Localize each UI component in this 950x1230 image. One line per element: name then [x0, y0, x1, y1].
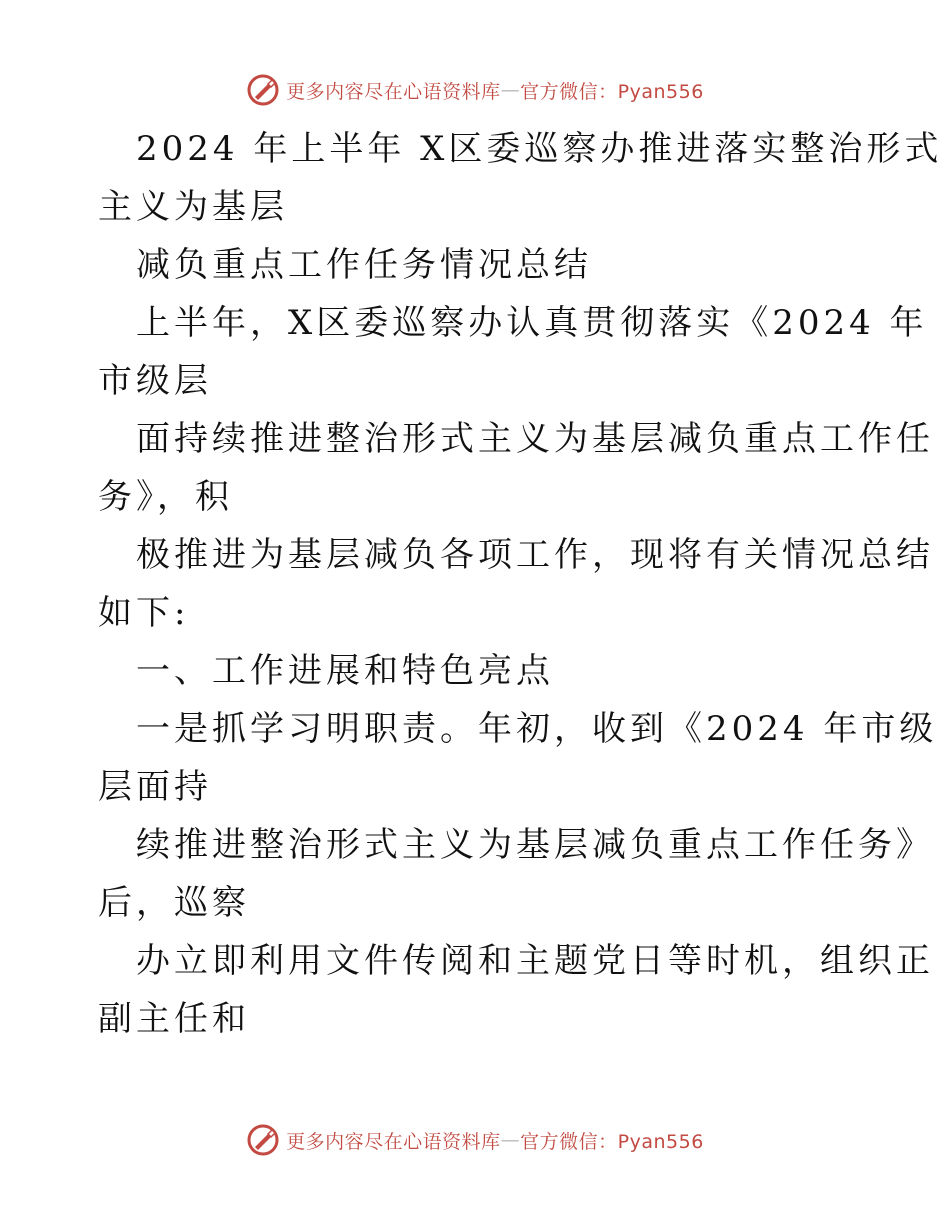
- paragraph-line: 市级层: [98, 361, 212, 401]
- paragraph-line: 层面持: [98, 767, 212, 807]
- paragraph-line: 续推进整治形式主义为基层减负重点工作任务》: [136, 825, 934, 865]
- title-line-1: 2024 年上半年 X区委巡察办推进落实整治形式: [136, 129, 943, 169]
- paragraph-line: 副主任和: [98, 999, 250, 1039]
- banner-text: 更多内容尽在心语资料库: [286, 1130, 501, 1153]
- banner-text: 更多内容尽在心语资料库: [286, 80, 501, 103]
- pen-circle-logo-icon: [246, 73, 280, 107]
- paragraph-line: 务》，积: [98, 477, 233, 517]
- paragraph-line: 上半年，X区委巡察办认真贯彻落实《2024 年: [136, 303, 928, 343]
- banner-dash: —: [500, 79, 521, 101]
- paragraph-line: 极推进为基层减负各项工作，现将有关情况总结: [136, 535, 934, 575]
- paragraph-line: 后，巡察: [98, 883, 250, 923]
- banner-dash: —: [500, 1129, 521, 1151]
- title-line-3: 减负重点工作任务情况总结: [136, 245, 592, 285]
- paragraph-line: 办立即利用文件传阅和主题党日等时机，组织正: [136, 941, 934, 981]
- header-watermark-banner: [0, 70, 950, 110]
- banner-account: 官方微信：Pyan556: [520, 80, 704, 103]
- paragraph-line: 如下:: [98, 593, 190, 633]
- pen-circle-logo-icon: [246, 1123, 280, 1157]
- paragraph-line: 面持续推进整治形式主义为基层减负重点工作任: [136, 419, 934, 459]
- title-line-2: 主义为基层: [98, 187, 288, 227]
- section-heading: 一、工作进展和特色亮点: [136, 651, 554, 691]
- banner-account: 官方微信：Pyan556: [520, 1130, 704, 1153]
- footer-watermark-banner: [0, 1120, 950, 1160]
- paragraph-line: 一是抓学习明职责。年初，收到《2024 年市级: [136, 709, 938, 749]
- document-body: [98, 120, 943, 1048]
